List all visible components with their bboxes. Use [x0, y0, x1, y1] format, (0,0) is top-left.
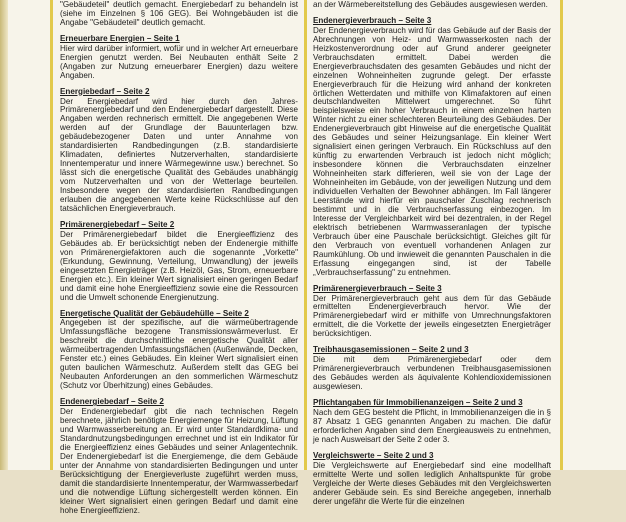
section-energiebedarf: [60, 88, 298, 214]
section-endenergiebedarf: [60, 398, 298, 515]
right-intro: [313, 0, 551, 10]
left-column: [60, 0, 298, 522]
section-body: Nach dem GEG besteht die Pflicht, in Immobilienanzeigen die in § 87 Absatz 1 GEG genannten Angaben zu machen. Die dafür erforderlichen Angaben sind dem Energieausweis zu entnehmen, je nach Ausweisart der Seite 2 oder 3.: [313, 407, 551, 444]
section-body: Die mit dem Primärenergiebedarf oder dem Primärenergieverbrauch verbundenen Treibhausgasemissionen des Gebäudes werden als äquivalente Kohlendioxidemissionen ausgewiesen.: [313, 355, 551, 392]
section-body: Hier wird darüber informiert, wofür und in welcher Art erneuerbare Energien genutzt werden. Bei Neubauten enthält Seite 2 (Angaben zur Nutzung erneuerbarer Energien) dazu weitere Angaben.: [60, 43, 298, 80]
section-primaerenergiebedarf: [60, 221, 298, 303]
scan-shadow-edge: [0, 0, 8, 470]
frame-line-right: [560, 0, 563, 470]
section-body: Der Endenergieverbrauch wird für das Gebäude auf der Basis der Abrechnungen von Heiz- und Warmwasserkosten nach der Heizkostenverordnung oder auf Grund anderer geeigneter Verbrauchsdaten ermittelt. Dabei werden die Energieverbrauchsdaten des gesamten Gebäudes und nicht der einzelnen Wohneinheiten zugrunde gelegt. Der erfasste Energieverbrauch für die Heizung wird anhand der konkreten örtlichen Wetterdaten und mithilfe von Klimafaktoren auf einen deutschlandweiten Mittelwert umgerechnet. So führt beispielsweise ein hoher Verbrauch in einem einzelnen harten Winter nicht zu einer schlechteren Beurteilung des Gebäudes. Der Endenergieverbrauch gibt Hinweise auf die energetische Qualität des Gebäudes und seiner Heizungsanlage. Ein kleiner Wert signalisiert einen geringen Verbrauch. Ein Rückschluss auf den künftig zu erwartenden Verbrauch ist jedoch nicht möglich; insbesondere können die Verbrauchsdaten einzelner Wohneinheiten stark differieren, weil sie von der Lage der Wohneinheiten im Gebäude, von der jeweiligen Nutzung und dem individuellen Verhalten der Bewohner abhängen. Im Fall längerer Leerstände wird hierfür ein pauschaler Zuschlag rechnerisch bestimmt und in die Verbrauchserfassung einbezogen. Im Interesse der Vergleichbarkeit wird bei dezentralen, in der Regel elektrisch betriebenen Warmwasseranlagen der typische Verbrauch über eine Pauschale berücksichtigt. Gleiches gilt für den Verbrauch von eventuell vorhandenen Anlagen zur Raumkühlung. Ob und inwieweit die genannten Pauschalen in die Erfassung eingegangen sind, ist der Tabelle „Verbrauchserfassung" zu entnehmen.: [313, 25, 551, 277]
section-body: Der Endenergiebedarf gibt die nach technischen Regeln berechnete, jährlich benötigte Energiemenge für Heizung, Lüftung und Warmwasserbereitung an. Er wird unter Standardklima- und Standardnutzungsbedingungen errechnet und ist ein Indikator für die Energieeffizienz eines Gebäudes und seiner Anlagentechnik. Der Endenergiebedarf ist die Energiemenge, die dem Gebäude unter der Annahme von standardisierten Bedingungen und unter Berücksichtigung der Energieverluste zugeführt werden muss, damit die standardisierte Innentemperatur, der Warmwasserbedarf und die notwendige Lüftung sichergestellt werden können. Ein kleiner Wert signalisiert einen geringen Bedarf und damit eine hohe Energieeffizienz.: [60, 407, 298, 515]
section-body: Die Vergleichswerte auf Energiebedarf sind eine modellhaft ermittelte Werte und sollen lediglich Anhaltspunkte für grobe Vergleiche der Werte dieses Gebäudes mit den Vergleichswerten anderer Gebäude sein. Es sind Bereiche angegeben, innerhalb derer ungefähr die Werte für die einzelnen: [313, 460, 551, 506]
section-heading: Primärenergiebedarf – Seite 2: [60, 219, 175, 229]
section-body: Der Primärenergieverbrauch geht aus dem für das Gebäude ermittelten Endenergieverbrauch hervor. Wie der Primärenergiebedarf wird er mithilfe von Umrechnungsfaktoren ermittelt, die die Vorkette der jeweils eingesetzten Energieträger berücksichtigen.: [313, 293, 551, 339]
section-treibhausgasemissionen: [313, 346, 551, 392]
section-heading: Energetische Qualität der Gebäudehülle – Seite 2: [60, 308, 249, 318]
right-column: [313, 0, 551, 514]
section-primaerenergieverbrauch: [313, 285, 551, 340]
section-pflichtangaben: [313, 399, 551, 445]
frame-tick: [50, 24, 53, 27]
right-intro-text: an der Wärmebereitstellung des Gebäudes ausgewiesen werden.: [313, 0, 548, 9]
section-heading: Erneuerbare Energien – Seite 1: [60, 33, 180, 43]
section-erneuerbare-energien: [60, 35, 298, 81]
section-vergleichswerte: [313, 452, 551, 507]
left-intro-text: "Gebäudeteil" deutlich gemacht. Energiebedarf zu behandeln ist (siehe im Einzelnen § 106 GEG). Bei Wohngebäuden ist die Angabe "Gebäudeteil" deutlich gemacht.: [60, 0, 298, 27]
section-heading: Energiebedarf – Seite 2: [60, 86, 150, 96]
frame-line-left: [50, 0, 53, 470]
section-heading: Endenergiebedarf – Seite 2: [60, 397, 164, 407]
section-body: Angegeben ist der spezifische, auf die wärmeübertragende Umfassungsfläche bezogene Transmissionswärmeverlust. Er beschreibt die durchschnittliche energetische Qualität aller wärmeübertragenden Umfassungsflächen (Außenwände, Decken, Fenster etc.) eines Gebäudes. Ein kleiner Wert signalisiert einen guten baulichen Wärmeschutz. Außerdem stellt das GEG bei Neubauten Anforderungen an den sommerlichen Wärmeschutz (Schutz vor Überhitzung) eines Gebäudes.: [60, 318, 298, 391]
section-heading: Pflichtangaben für Immobilienanzeigen – Seite 2 und 3: [313, 398, 523, 408]
section-heading: Primärenergieverbrauch – Seite 3: [313, 283, 442, 293]
section-heading: Treibhausgasemissionen – Seite 2 und 3: [313, 345, 469, 355]
section-endenergieverbrauch: [313, 17, 551, 278]
section-heading: Endenergieverbrauch – Seite 3: [313, 15, 432, 25]
section-heading: Vergleichswerte – Seite 2 und 3: [313, 450, 434, 460]
section-body: Der Primärenergiebedarf bildet die Energieeffizienz des Gebäudes ab. Er berücksichtigt neben der Endenergie mithilfe von Primärenergiefaktoren auch die sogenannte „Vorkette" (Erkundung, Gewinnung, Verteilung, Umwandlung) der jeweils eingesetzten Energieträger (z.B. Heizöl, Gas, Strom, erneuerbare Energien etc.). Ein kleiner Wert signalisiert einen geringen Bedarf und damit eine hohe Energieeffizienz sowie eine die Ressourcen und die Umwelt schonende Energienutzung.: [60, 229, 298, 302]
section-body: Der Energiebedarf wird hier durch den Jahres-Primärenergiebedarf und den Endenergiebedarf dargestellt. Diese Angaben werden rechnerisch ermittelt. Die angegebenen Werte werden auf der Grundlage der Bauunterlagen bzw. gebäudebezogener Daten und unter Annahme von standardisierten Randbedingungen (z.B. standardisierte Klimadaten, definiertes Nutzerverhalten, standardisierte Innentemperatur und innere Wärmegewinne usw.) berechnet. So lässt sich die energetische Qualität des Gebäudes unabhängig vom Nutzerverhalten und von der Wetterlage beurteilen. Insbesondere wegen der standardisierten Randbedingungen erlauben die angegebenen Werte keine Rückschlüsse auf den tatsächlichen Energieverbrauch.: [60, 96, 298, 213]
frame-line-middle: [304, 0, 307, 470]
left-intro: [60, 0, 298, 28]
section-gebaeudehuelle: [60, 310, 298, 392]
